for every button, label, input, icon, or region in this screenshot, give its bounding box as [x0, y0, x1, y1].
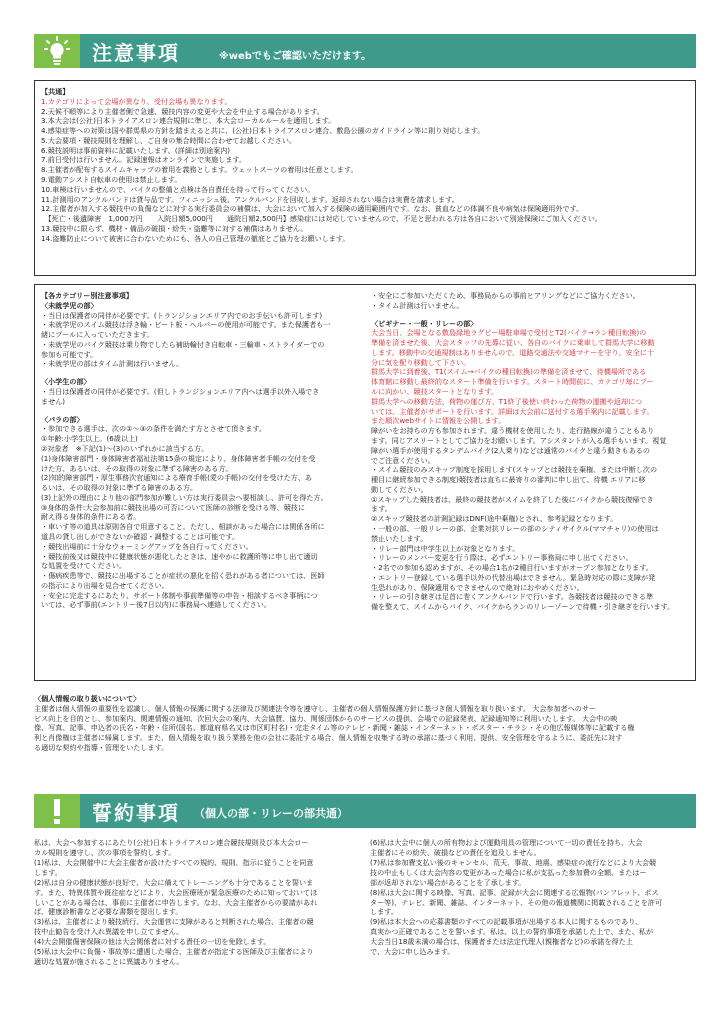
pledge-line: ば、健康診断書など必要な書類を提出します。 [34, 907, 183, 917]
pledge-header [34, 794, 696, 828]
category-line: ・一般の部、一般リレーの部、企業対抗リレーの部のシティサイクル(ママチャリ)の使用は [371, 523, 659, 533]
common-item: 9.電動アシスト自転車の使用は禁止します。 [41, 175, 182, 185]
pledge-right-column [370, 838, 698, 957]
category-line: ・当日は保護者の同伴が必要です。(但しトランジションエリア内へは選手以外入場でき [41, 387, 320, 397]
category-box [34, 284, 696, 681]
category-line [41, 369, 361, 377]
common-item: 5.大会要項・競技規則を理解し、ご自身の集合時間に合わせてお越しください。 [41, 135, 297, 145]
category-line: また順次webサイトに情報を公開します。 [371, 416, 506, 426]
category-line: ・未就学児のスイム競技は浮き輪・ビート板・ヘルパーの使用が可能です。また保護者も一 [41, 320, 331, 330]
category-line: いては、必ず事前(エントリー後7日以内)に事務局へ連絡してください。 [41, 600, 271, 610]
category-line: ・未就学児の部はタイム計測は行いません。 [41, 359, 184, 369]
privacy-section [34, 694, 696, 753]
category-line: 群馬大学への移動方法、荷物の運び方、T1終了後使い終わった荷物の運搬や返却につ [371, 396, 643, 406]
common-list [41, 97, 689, 244]
pledge-line: 主催者にその紛失、破損などの責任を追及しません。 [370, 847, 541, 857]
category-line: ①スキップした競技者は、最終の競技者がスイムを終了した後にバイクから競技復帰でき [371, 494, 654, 504]
pledge-left-column [34, 838, 362, 967]
category-line: 参加も可能です。 [41, 349, 98, 359]
category-line: ます。同じアスリートとしてご協力をお願いします。アシスタントが入る選手もいます。視覚 [371, 435, 667, 445]
category-line: 準備を済ませた後、大会スタッフの先導に従い、各自のバイクに乗車して群馬大学に移動 [371, 338, 655, 348]
privacy-line: ビス向上を目的とし、参加案内、関連情報の通知、次回大会の案内、大会協賛、協力、関係団体からのサービスの提供、会場での記録発表、記録通知等に利用いたします。 大会中の映 [34, 713, 618, 723]
category-line: 備を整えて、スイムからバイク、バイクからランのリレーゾーンで待機・引き継ぎを行います。 [371, 602, 675, 612]
pledge-title: 誓約事項 [92, 801, 180, 825]
category-line: ・当日は保護者の同伴が必要です。(トランジションエリア内でのお手伝いも許可します) [41, 310, 323, 320]
pledge-line: (5)私は大会中に負傷・事故等に遭遇した場合、主催者が指定する医師及び主催者により [34, 947, 314, 957]
pledge-line: 真実かつ正確であることを誓います。私は、以上の誓約事項を承諾した上で、また、私が [370, 927, 654, 937]
pledge-line: 技の中止もしくは大会内容の変更があった場合に私が支払った参加費の全額、またはー [370, 867, 647, 877]
category-line: の指示により出場を見合せてください。 [41, 580, 169, 590]
pledge-line: (3)私は、主催者により競技続行、大会運営に支障があると判断された場合、主催者の競 [34, 917, 314, 927]
category-line: 種目に継続参加できる制度)競技者は直ちに最寄りの審判に申し出て、待機 エリアに移 [371, 475, 646, 485]
pledge-line: ター等)、テレビ、新聞、雑誌、インターネット、その他の報道機関に掲載されることを許可 [370, 897, 663, 907]
common-item: 11.計測用のアンクルバンドは貸与品です。フィニッシュ後、アンクルバンドを回収します。返却されない場合は実費を請求します。 [41, 194, 459, 204]
category-line: ②スキップ競技者の計測記録はDNF(途中棄権)とされ、参考記録となります。 [371, 514, 618, 524]
category-line: 道具の貸し出しができないか確認・調整することは可能です。 [41, 531, 240, 541]
pledge-line: で、大会に申し込みます。 [370, 947, 455, 957]
privacy-line: 像、写真、記事、申込者の氏名・年齢・住所(国名、都道府県名又は市区町村名)・完走タイム等のテレビ・新聞・雑誌・インターネット・ポスター・チラシ・その他広報媒体等に記載する権 [34, 723, 635, 733]
category-line: ・タイム計測は行いません。 [371, 300, 464, 310]
category-line: 〈未就学児の部〉 [41, 300, 98, 310]
category-line: ③身体的条件:大会参加前に競技出場の可否について医師の診断を受ける等、競技に [41, 502, 305, 512]
category-line: (1)身体障害部門・身体障害者福祉法第15条の規定により、身体障害者手帳の交付を受 [41, 453, 316, 463]
category-line: 緒にプールに入っていただきます。 [41, 330, 154, 340]
pledge-line: (9)私は本大会への応募書類のすべての記載事項が出場する本人に関するものであり、 [370, 917, 643, 927]
category-line: でご注意ください。 [371, 455, 435, 465]
category-line: ルに向かい、競技スタートとなります。 [371, 387, 499, 397]
category-line: ・リレーの引き継ぎは足首に巻くアンクルバンドで行います。各競技者は競技のできる準 [371, 592, 654, 602]
pledge-line: します。 [34, 867, 62, 877]
category-line: ません) [41, 396, 66, 406]
privacy-line: 利と肖像権は主催者に帰属します。また、個人情報を取り扱う業務を他の会社に委託する場合、個人情報を収集する時の承諾に基づく利用、提供、安全管理を守るように、委託先に対す [34, 733, 623, 743]
notice-subtitle: ※webでもご確認いただけます。 [219, 51, 372, 62]
pledge-line: (2)私は自分の健康状態が良好で、大会に備えてトレーニングも十分であることを誓いま [34, 877, 314, 887]
category-line: いては、主催者がサポートを行います。詳細は大会前に送付する選手案内に記載します。 [371, 406, 654, 416]
common-item: 10.車検は行いませんので、バイクの整備と点検は各自責任を持って行ってください。 [41, 184, 315, 194]
category-line: 生恐れがあり、保険適用もできませんので絶対におやめください。 [371, 582, 584, 592]
common-item: 2.天候不順等により主催者側で急遽、競技内容の変更や大会を中止する場合があります。 [41, 106, 324, 116]
pledge-line: しいことがある場合は、事前に主催者に申告します。なお、大会主催者からの要請があれ [34, 897, 318, 907]
category-line: ・2名での参加も認めますが、その場合1名が2種目行いますがオープン参加となります。 [371, 563, 653, 573]
category-line: 障がいをお持ちの方も参加されます。違う機材を使用したり、走行路線が違うこともあり [371, 426, 655, 436]
category-line: (3)上記外の理由により他の部門参加が難しい方は実行委員会へ要相談し、許可を得た方。 [41, 492, 328, 502]
notice-header [34, 34, 696, 68]
category-line: ・安全にご参加いただくため、事務局からの事前ヒアリングなどにご協力ください。 [371, 291, 640, 300]
common-item: 3.本大会は(公社)日本トライアスロン連合規則に準じ、本大会ローカルルールを適用します。 [41, 116, 336, 126]
category-line: ・競技出場前に十分なウォーミングアップを各自行ってください。 [41, 541, 253, 551]
category-line: ます。 [371, 504, 392, 514]
common-item: 13.競技中に限らず、機材・備品の破損・紛失・盗難等に対する補償はありません。 [41, 223, 308, 233]
pledge-line: 部が返却されない場合があることを了承します。 [370, 877, 526, 887]
common-item: 【死亡・後遺障害 1,000万円 入院日額5,000円 通院日額2,500円】感染症には対応していませんので、不足と思われる方は各自において別途保険にご加入ください。 [41, 214, 602, 224]
pledge-line: 私は、大会へ参加するにあたり(公社)日本トライアスロン連合競技規則及び本大会ロー [34, 838, 309, 847]
category-line: 動してください。 [371, 484, 428, 494]
common-heading: 【共通】 [41, 87, 70, 96]
lightbulb-icon [34, 34, 80, 68]
category-line: ・スイム競技のみスキップ制度を採用します(スキップとは競技を棄権、または中断し次の [371, 465, 658, 475]
privacy-line: る適切な契約や指導・管理をいたします。 [34, 742, 169, 752]
pledge-line: (1)私は、大会開催中に大会主催者が設けたすべての規約、規則、指示に従うことを同意 [34, 857, 314, 867]
category-line: 大会当日、会場となる敷島緑地ラグビー場駐車場で受付とT2(バイク→ラン種目転換)の [371, 328, 647, 338]
category-line: ・リレーのメンバー変更を行う際は、必ずエントリー事務局に申し出てください。 [371, 553, 633, 563]
category-line: 【各カテゴリー別注意事項】 [41, 291, 133, 300]
category-line: 体育館に移動し最終的なスタート準備を行います。スタート時間前に、カテゴリ毎にプー [371, 377, 654, 387]
category-line: 〈ビギナー・一般・リレーの部〉 [371, 318, 478, 328]
common-item: 7.前日受付は行いません。記録速報はオンラインで実施します。 [41, 155, 247, 165]
category-line: 耐え得る身体的条件にある者。 [41, 512, 141, 522]
category-line: 〈パラの部〉 [41, 414, 84, 424]
common-item: 14.盗難防止について被害に合わないためにも、各人の自己管理の徹底とご協力をお願いします。 [41, 233, 350, 243]
category-line: 禁止いたします。 [371, 533, 428, 543]
category-right-column [371, 291, 693, 612]
common-item: 12.主催者が加入する競技中の負傷などに対する実行委員会の補償は、大会において加入する保険の適用範囲内です。なお、貧血などの体調不良や病気は保険適用外です。 [41, 204, 584, 214]
category-line: ・未就学児のバイク競技は乗り物でしたら補助輪付き自転車・三輪車・ストライダーでの [41, 339, 325, 349]
category-line: ・安全に完走するにあたり、サポート体制や事前準備等の申告・相談するべき事柄につ [41, 590, 318, 600]
pledge-subtitle: （個人の部・リレーの部共通） [194, 807, 348, 820]
pledge-line: します。 [370, 907, 398, 917]
pledge-line: (6)私は大会中に個人の所有物および運動用具の管理について一切の責任を持ち、大会 [370, 838, 643, 847]
category-line: ②対象者 ※下記(1)〜(3)のいずれかに該当する方。 [41, 443, 209, 453]
category-line: けた方、あるいは、その取得の対象に準ずる障害のある方。 [41, 463, 233, 473]
pledge-line: す。また、特異体質や既往症などにより、大会医療班が緊急医療のために知っておいてほ [34, 887, 318, 897]
common-box [34, 80, 696, 276]
category-line: な処置を受けてください。 [41, 561, 127, 571]
category-line: ・エントリー登録している選手以外の代替出場はできません。緊急時対応の際に支障が発 [371, 572, 656, 582]
common-item: 4.感染症等への対策は国や群馬県の方針を踏まえると共に、(公社)日本トライアスロン連合、敷島公園のガイドライン等に則り対応します。 [41, 126, 485, 136]
category-line: ・車いす等の道具は原則各自で用意すること。ただし、相談があった場合には関係各所に [41, 522, 325, 532]
category-line: します。移動中の交通規制はありませんので、道路交通法や交通マナーを守り、安全に十 [371, 347, 655, 357]
common-item: 1.カテゴリによって会場が異なり、受付会場も異なります。 [41, 96, 232, 106]
common-item: 8.主催者が配布するスイムキャップの着用を義務とします。ウェットスーツの着用は任意とします。 [41, 165, 358, 175]
category-line: ・傷病疾患等で、競技に出場することが症状の悪化を招く恐れがある者については、医師 [41, 571, 325, 581]
category-line [371, 311, 693, 319]
category-line: るいは、その取得の対象に準ずる障害のある方。 [41, 483, 198, 493]
notice-title: 注意事項 [92, 41, 180, 65]
category-line: 〈小学生の部〉 [41, 377, 91, 387]
category-line: (2)知的障害部門・厚生事務次官通知による療育手帳(愛の手帳)の交付を受けた方、あ [41, 473, 312, 483]
pledge-line: (7)私は参加費支払い後のキャンセル、荒天、事故、地震、感染症の流行などにより大会競 [370, 857, 657, 867]
pledge-line: (4)大会開催傷害保険の他は大会関係者に対する責任の一切を免除します。 [34, 937, 271, 947]
category-line: ・リレー部門は中学生以上が対象となります。 [371, 543, 520, 553]
category-left-column [41, 291, 361, 610]
pledge-line: 大会当日18歳未満の場合は、保護者または法定代理人(親権者など)の承諾を得た上 [370, 937, 633, 947]
privacy-text [34, 704, 696, 753]
category-line: ・参加できる選手は、次の①〜③の条件を満たす方とさせて頂きます。 [41, 424, 266, 434]
pledge-line: 適切な処置が施されることに異議ありません。 [34, 957, 184, 967]
privacy-heading: 〈個人情報の取り扱いについて〉 [34, 694, 141, 703]
pledge-line: 技中止勧告を受け入れ異議を申し立てません。 [34, 927, 184, 937]
category-line: 障がい選手が使用するタンデムバイク(2人乗り)などは通常のバイクと違う動きもあるの [371, 445, 650, 455]
category-line: 群馬大学に到着後、T1(スイム→バイクの種目転換)の準備を済ませて、待機場所である [371, 367, 647, 377]
common-item: 6.競技説明は事前資料に記載いたします。(詳細は別途案内) [41, 145, 231, 155]
pledge-line: (8)私は大会に関する映像、写真、記事、記録が大会に関連する広報物(パンフレット、ポス [370, 887, 659, 897]
category-line: ①年齢:小学生以上。(6歳以上) [41, 434, 138, 444]
category-line: 分に気を配り移動して下さい。 [371, 357, 471, 367]
category-line: ・競技前後又は競技中に健康状態が悪化したときは、速やかに救護所等に申し出て適切 [41, 551, 318, 561]
pledge-line: カル規則を遵守し、次の事項を誓約します。 [34, 847, 176, 857]
exclamation-icon [34, 794, 80, 828]
category-line [41, 407, 361, 415]
privacy-line: 主催者は個人情報の重要性を認識し、個人情報の保護に関する法律及び関連法令等を遵守し、主催者の個人情報保護方針に基づき個人情報を取り扱います。 大会参加者へのサー [34, 703, 597, 713]
